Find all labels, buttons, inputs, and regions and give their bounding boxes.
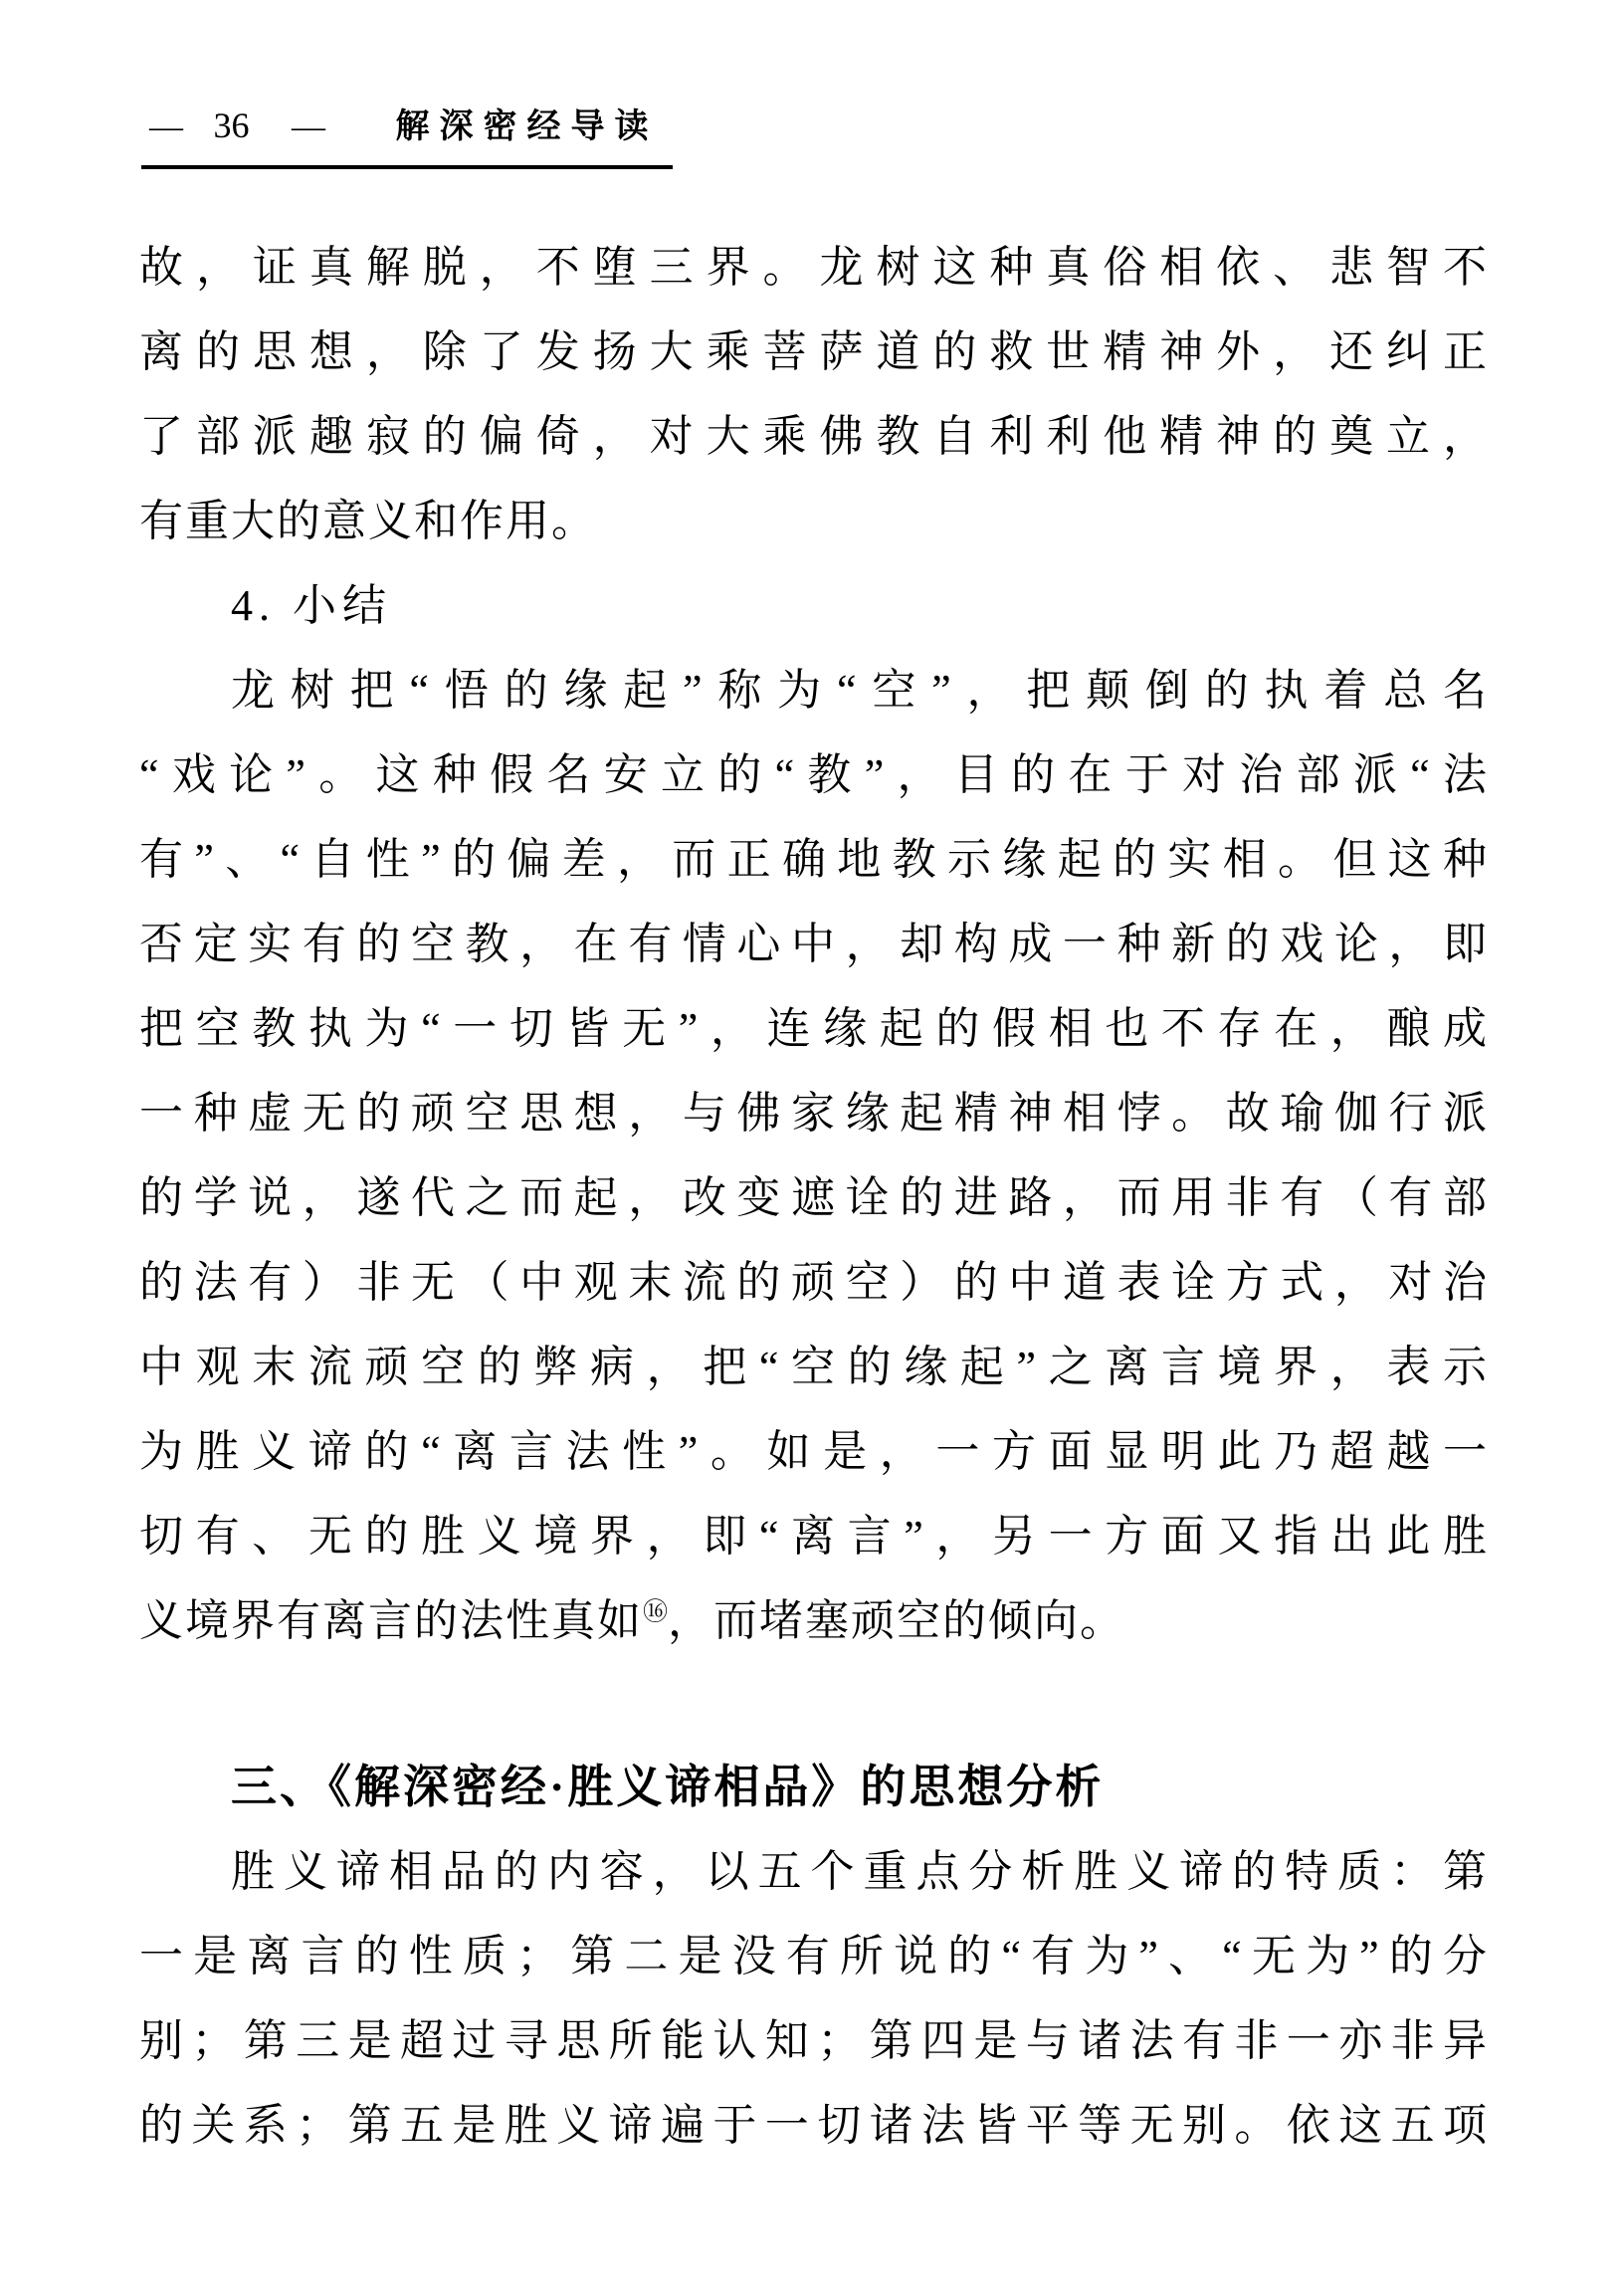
section-heading: 三、《解深密经·胜义谛相品》的思想分析 <box>231 1762 1105 1812</box>
body-text-line: 了部派趣寂的偏倚，对大乘佛教自利利他精神的奠立， <box>139 412 1489 461</box>
body-text-line: 有”、“自性”的偏差，而正确地教示缘起的实相。但这种 <box>139 835 1489 884</box>
running-header <box>141 104 673 169</box>
header-dash-right: — <box>292 108 325 145</box>
body-text-line: 龙树把“悟的缘起”称为“空”，把颠倒的执着总名 <box>231 666 1489 715</box>
body-text-line: “戏论”。这种假名安立的“教”，目的在于对治部派“法 <box>139 750 1489 799</box>
body-text-line: 切有、无的胜义境界，即“离言”，另一方面又指出此胜 <box>139 1512 1489 1561</box>
body-text-line: 别；第三是超过寻思所能认知；第四是与诸法有非一亦非异 <box>139 2016 1489 2065</box>
body-text-line: 胜义谛相品的内容，以五个重点分析胜义谛的特质：第 <box>231 1847 1489 1896</box>
subsection-heading: 4. 小结 <box>231 581 392 630</box>
page-body <box>139 225 1489 2168</box>
body-text-line: 为胜义谛的“离言法性”。如是，一方面显明此乃超越一 <box>139 1427 1489 1476</box>
body-text-line: 一是离言的性质；第二是没有所说的“有为”、“无为”的分 <box>139 1932 1489 1981</box>
body-text-line: 把空教执为“一切皆无”，连缘起的假相也不存在，酿成 <box>139 1004 1489 1053</box>
book-title: 解深密经导读 <box>395 108 659 145</box>
body-text-line: 的法有）非无（中观末流的顽空）的中道表诠方式，对治 <box>139 1258 1489 1307</box>
body-text-line: 一种虚无的顽空思想，与佛家缘起精神相悖。故瑜伽行派 <box>139 1089 1489 1138</box>
header-dash-left: — <box>149 108 183 145</box>
body-text-line: 的学说，遂代之而起，改变遮诠的进路，而用非有（有部 <box>139 1173 1489 1222</box>
body-text-line: 故，证真解脱，不堕三界。龙树这种真俗相依、悲智不 <box>139 243 1489 292</box>
body-text-line: 中观末流顽空的弊病，把“空的缘起”之离言境界，表示 <box>139 1343 1489 1391</box>
body-text-line: 有重大的意义和作用。 <box>139 497 597 545</box>
body-text-line: 否定实有的空教，在有情心中，却构成一种新的戏论，即 <box>139 920 1489 968</box>
body-text-line: 义境界有离言的法性真如⑯，而堵塞顽空的倾向。 <box>139 1596 1126 1645</box>
body-text-line: 的关系；第五是胜义谛遍于一切诸法皆平等无别。依这五项 <box>139 2101 1489 2150</box>
body-text-line: 离的思想，除了发扬大乘菩萨道的救世精神外，还纠正 <box>139 327 1489 376</box>
footnote-marker: ⑯ <box>643 1598 669 1626</box>
page-number: 36 <box>213 105 250 145</box>
